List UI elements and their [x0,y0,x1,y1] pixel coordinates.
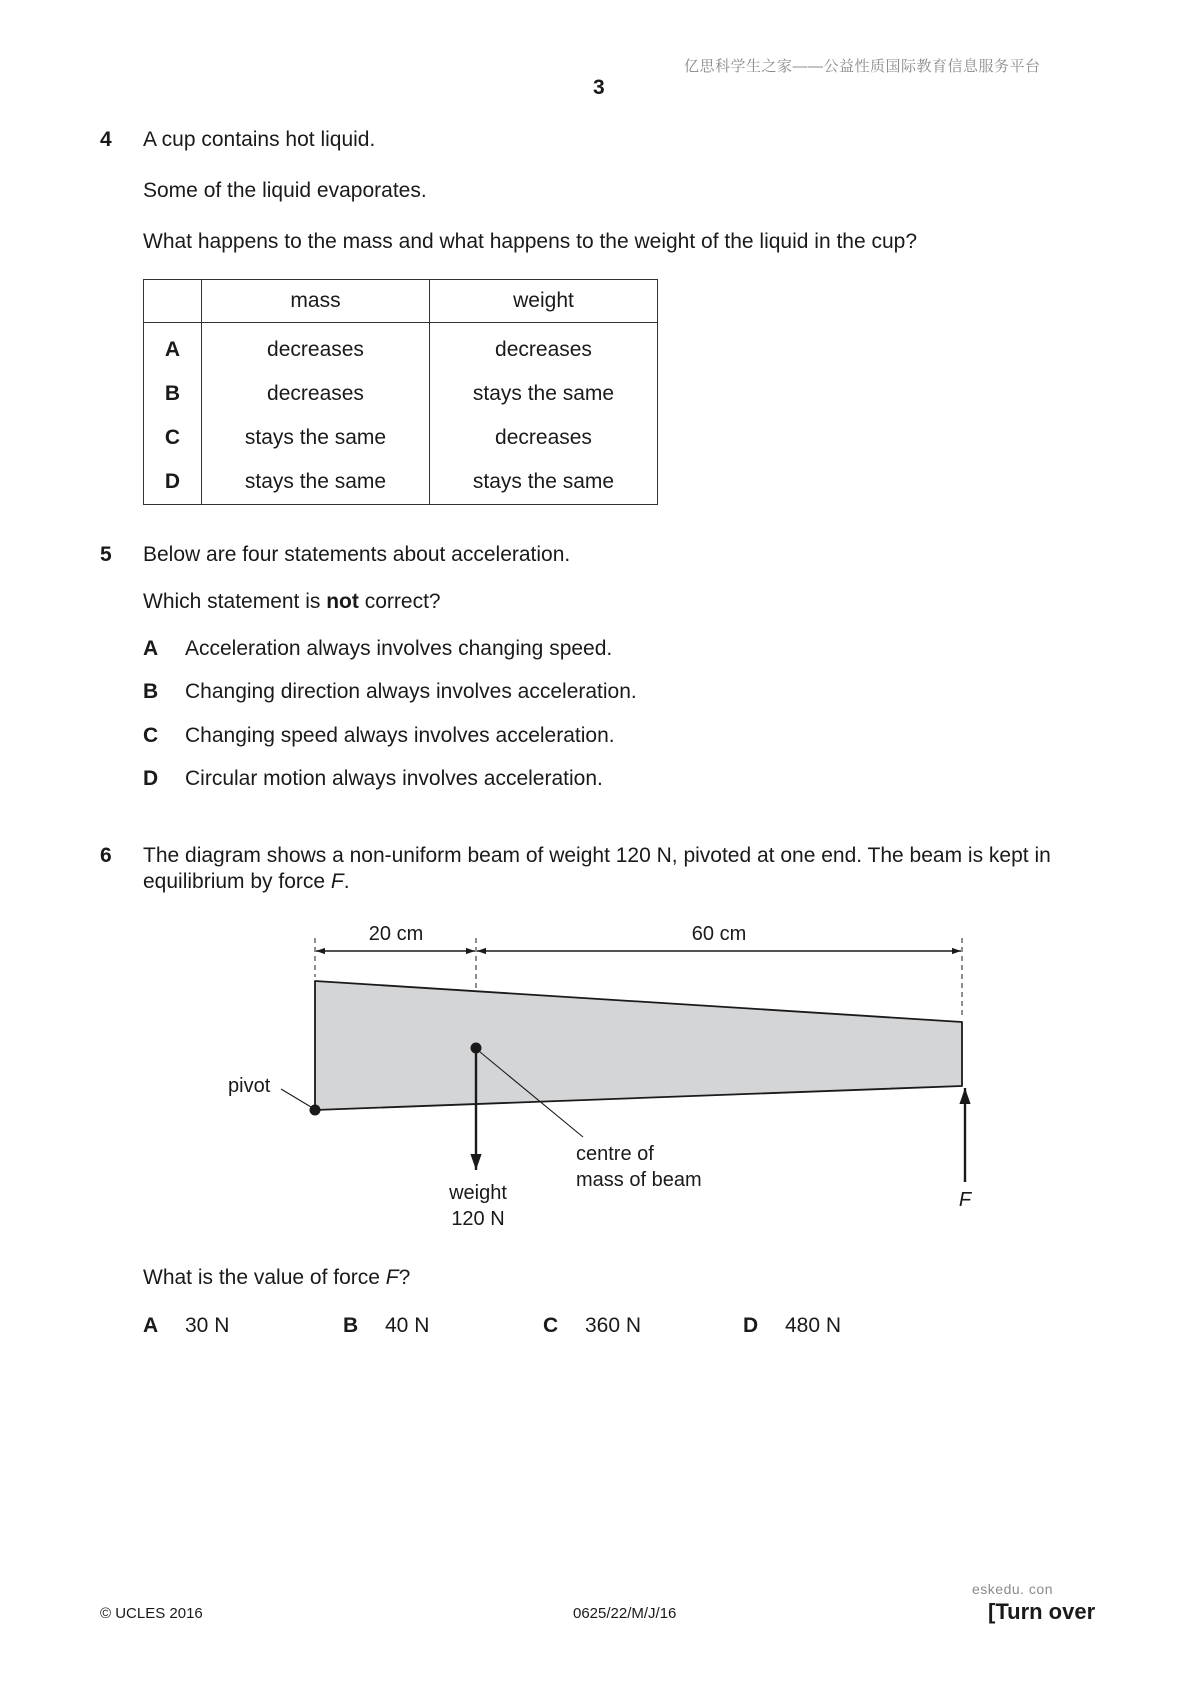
force-label: F [958,1189,972,1211]
option-text: Circular motion always involves acceleration. [185,767,603,790]
question-text: Some of the liquid evaporates. [143,179,427,202]
beam [315,981,962,1110]
option-text: 480 N [785,1314,842,1337]
table-cell: decreases [202,323,430,373]
question-number: 5 [100,543,112,566]
table-header-row [144,280,658,323]
question-text: A cup contains hot liquid. [143,128,376,151]
header-watermark: 亿思科学生之家——公益性质国际教育信息服务平台 [684,58,1041,75]
table-header-cell [144,280,202,323]
option-letter: C [143,724,159,747]
dimension-label-left: 20 cm [368,923,424,945]
table-row [144,323,658,373]
option-letter: A [143,1314,159,1337]
emphasis-not: not [326,590,359,613]
option-letter: A [144,323,202,373]
table-cell: decreases [430,416,658,460]
option-letter: D [144,460,202,505]
force-symbol: F [330,870,344,893]
question-prompt: What happens to the mass and what happens to the weight of the liquid in the cup? [143,230,918,253]
option-letter: B [144,372,202,416]
table-row [144,460,658,505]
weight-label: weight [449,1182,507,1204]
option-letter: A [143,637,159,660]
table-cell: stays the same [430,460,658,505]
question-prompt: Which statement is not correct? [143,590,441,613]
centre-of-mass-label: centre of [576,1143,654,1165]
option-letter: C [543,1314,559,1337]
footer-copyright: © UCLES 2016 [100,1605,203,1622]
option-letter: D [743,1314,759,1337]
option-text: Changing direction always involves acceleration. [185,680,637,703]
centre-of-mass-label: mass of beam [576,1169,702,1191]
option-text: Changing speed always involves acceleration. [185,724,615,747]
table-cell: stays the same [430,372,658,416]
dimension-label-right: 60 cm [691,923,747,945]
question-text: Below are four statements about acceleration. [143,543,571,566]
table-header-cell: weight [430,280,658,323]
question-text: equilibrium by force F. [143,870,350,893]
option-text: 40 N [385,1314,430,1337]
pivot-leader-line [281,1089,311,1107]
option-letter: D [143,767,159,790]
pivot-point [310,1105,321,1116]
weight-label: 120 N [451,1208,505,1230]
question-number: 4 [100,128,112,151]
pivot-label: pivot [228,1075,271,1097]
footer-site-watermark: eskedu. con [972,1581,1053,1597]
table-cell: decreases [202,372,430,416]
force-symbol: F [385,1266,399,1289]
option-letter: C [144,416,202,460]
table-cell: decreases [430,323,658,373]
option-text: 360 N [585,1314,642,1337]
table-row [144,372,658,416]
page-number: 3 [593,76,605,99]
footer-paper-code: 0625/22/M/J/16 [573,1605,677,1622]
question-prompt: What is the value of force F? [143,1266,411,1289]
option-letter: B [343,1314,359,1337]
table-cell: stays the same [202,416,430,460]
option-text: 30 N [185,1314,230,1337]
option-letter: B [143,680,159,703]
table-cell: stays the same [202,460,430,505]
question-number: 6 [100,844,112,867]
answer-table [143,279,658,505]
table-header-cell: mass [202,280,430,323]
option-text: Acceleration always involves changing speed. [185,637,613,660]
turn-over-label: [Turn over [988,1599,1096,1624]
table-row [144,416,658,460]
question-text: The diagram shows a non-uniform beam of weight 120 N, pivoted at one end. The beam is kept in [143,844,1051,867]
beam-diagram [0,900,1190,1240]
